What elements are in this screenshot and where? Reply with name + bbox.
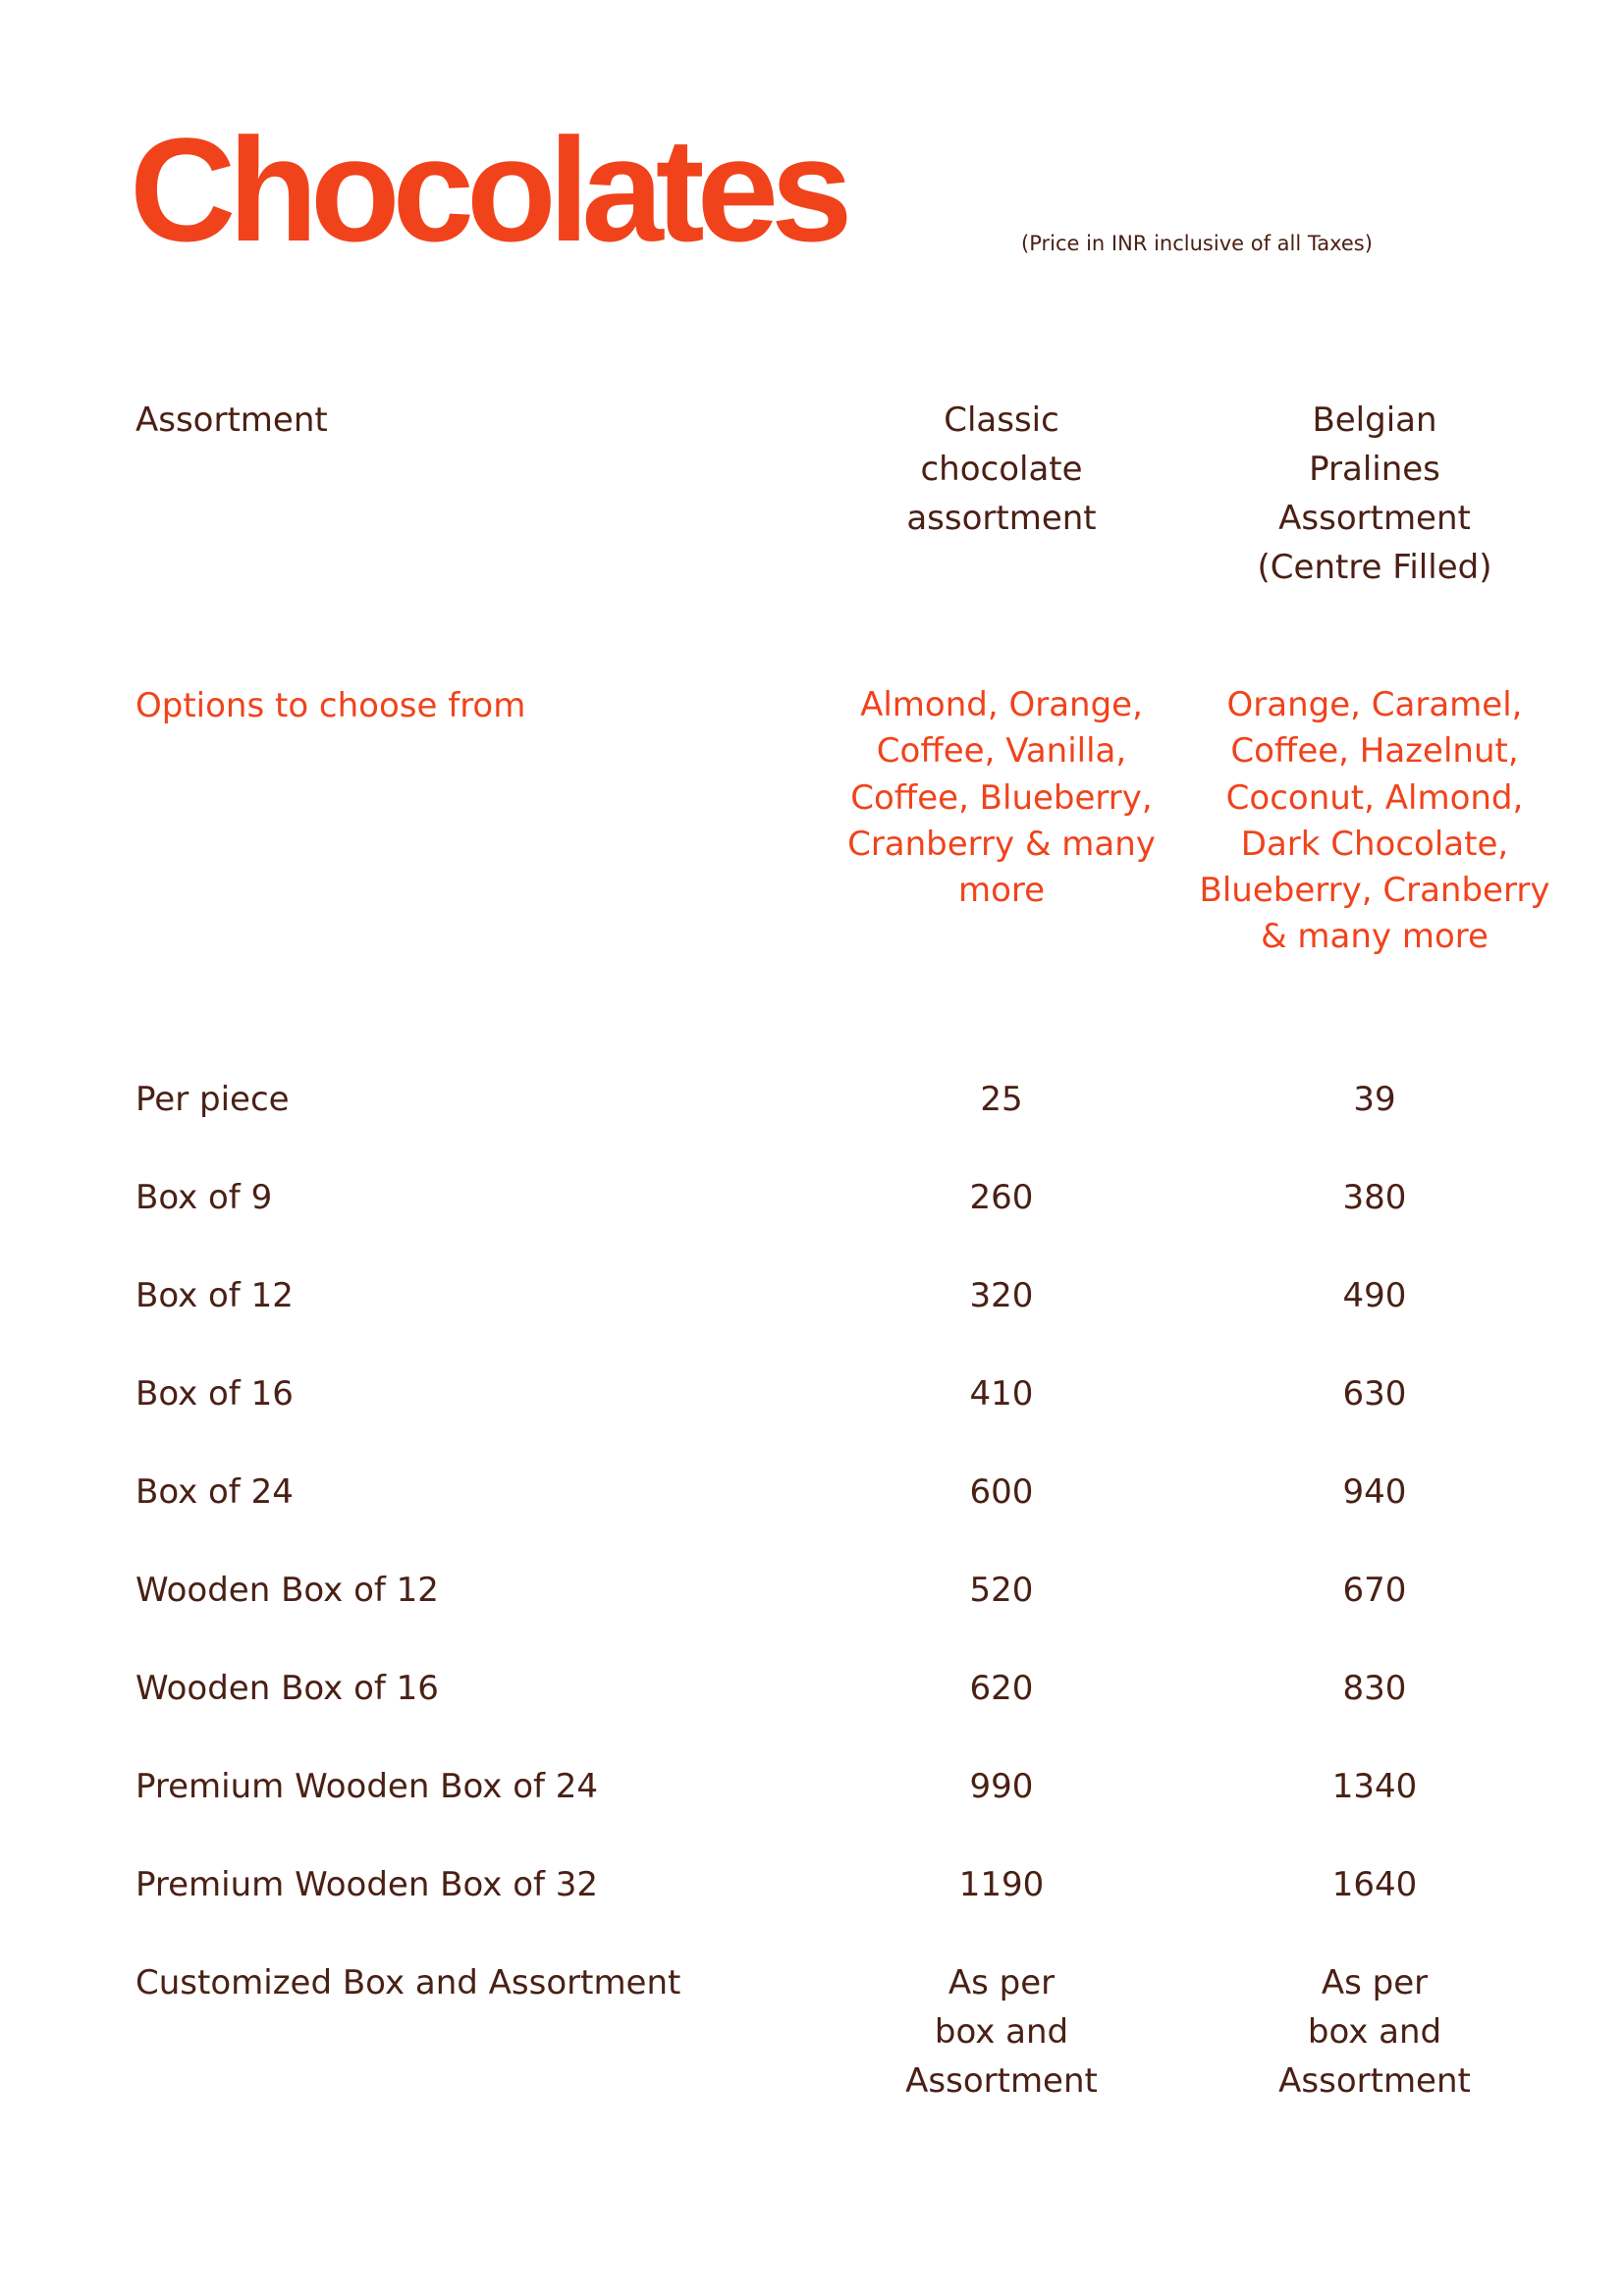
row-label: Premium Wooden Box of 24: [135, 1767, 599, 1806]
price-note: (Price in INR inclusive of all Taxes): [1021, 232, 1373, 255]
header-line: (Centre Filled): [1257, 547, 1492, 587]
header-line: Pralines: [1309, 449, 1440, 489]
options-label: Options to choose from: [135, 686, 526, 725]
classic-price: 520: [969, 1571, 1034, 1610]
row-label: Premium Wooden Box of 32: [135, 1865, 599, 1904]
classic-price: 990: [969, 1767, 1034, 1806]
classic-column-header: [844, 397, 1159, 544]
classic-custom-price: [844, 1959, 1159, 2107]
header-line: Assortment: [1278, 498, 1471, 538]
header-line: Belgian: [1312, 400, 1437, 440]
row-label: Box of 9: [135, 1178, 273, 1217]
option-line: Dark Chocolate,: [1240, 824, 1509, 864]
belgian-options: [1198, 682, 1551, 961]
option-line: Almond, Orange,: [860, 685, 1143, 724]
option-line: Coffee, Hazelnut,: [1230, 731, 1519, 772]
belgian-price: 940: [1342, 1472, 1407, 1512]
row-label: Box of 12: [135, 1276, 294, 1315]
classic-price: 1190: [958, 1865, 1045, 1904]
custom-line: box and: [1307, 2011, 1442, 2052]
belgian-price: 830: [1342, 1669, 1407, 1708]
classic-price: 620: [969, 1669, 1034, 1708]
page-title: Chocolates: [130, 107, 845, 272]
row-label: Box of 24: [135, 1472, 294, 1512]
row-label: Wooden Box of 12: [135, 1571, 439, 1610]
classic-price: 260: [969, 1178, 1034, 1217]
belgian-custom-price: [1198, 1959, 1551, 2107]
option-line: Cranberry & many: [847, 824, 1156, 864]
belgian-price: 630: [1342, 1374, 1407, 1414]
belgian-column-header: [1198, 397, 1551, 593]
classic-price: 320: [969, 1276, 1034, 1315]
classic-price: 25: [980, 1080, 1023, 1119]
row-label: Wooden Box of 16: [135, 1669, 439, 1708]
belgian-price: 380: [1342, 1178, 1407, 1217]
header-line: assortment: [906, 498, 1097, 538]
belgian-price: 1640: [1331, 1865, 1418, 1904]
belgian-price: 39: [1353, 1080, 1396, 1119]
option-line: Coconut, Almond,: [1225, 777, 1524, 818]
row-label: Per piece: [135, 1080, 290, 1119]
option-line: Coffee, Vanilla,: [876, 731, 1127, 772]
custom-line: As per: [947, 1963, 1056, 2002]
belgian-price: 490: [1342, 1276, 1407, 1315]
header-line: chocolate: [920, 449, 1083, 489]
classic-price: 600: [969, 1472, 1034, 1512]
custom-label: Customized Box and Assortment: [135, 1963, 681, 2002]
row-label: Box of 16: [135, 1374, 294, 1414]
classic-price: 410: [969, 1374, 1034, 1414]
option-line: Blueberry, Cranberry: [1199, 871, 1550, 910]
custom-line: As per: [1321, 1963, 1429, 2002]
classic-options: [844, 682, 1159, 914]
assortment-header-label: Assortment: [135, 400, 328, 440]
header-line: Classic: [944, 400, 1059, 440]
option-line: Coffee, Blueberry,: [850, 777, 1153, 818]
belgian-price: 1340: [1331, 1767, 1418, 1806]
belgian-price: 670: [1342, 1571, 1407, 1610]
option-line: & many more: [1261, 917, 1489, 957]
custom-line: box and: [934, 2011, 1069, 2052]
custom-line: Assortment: [905, 2060, 1098, 2101]
option-line: more: [957, 871, 1046, 910]
custom-line: Assortment: [1278, 2060, 1471, 2101]
option-line: Orange, Caramel,: [1226, 685, 1523, 724]
